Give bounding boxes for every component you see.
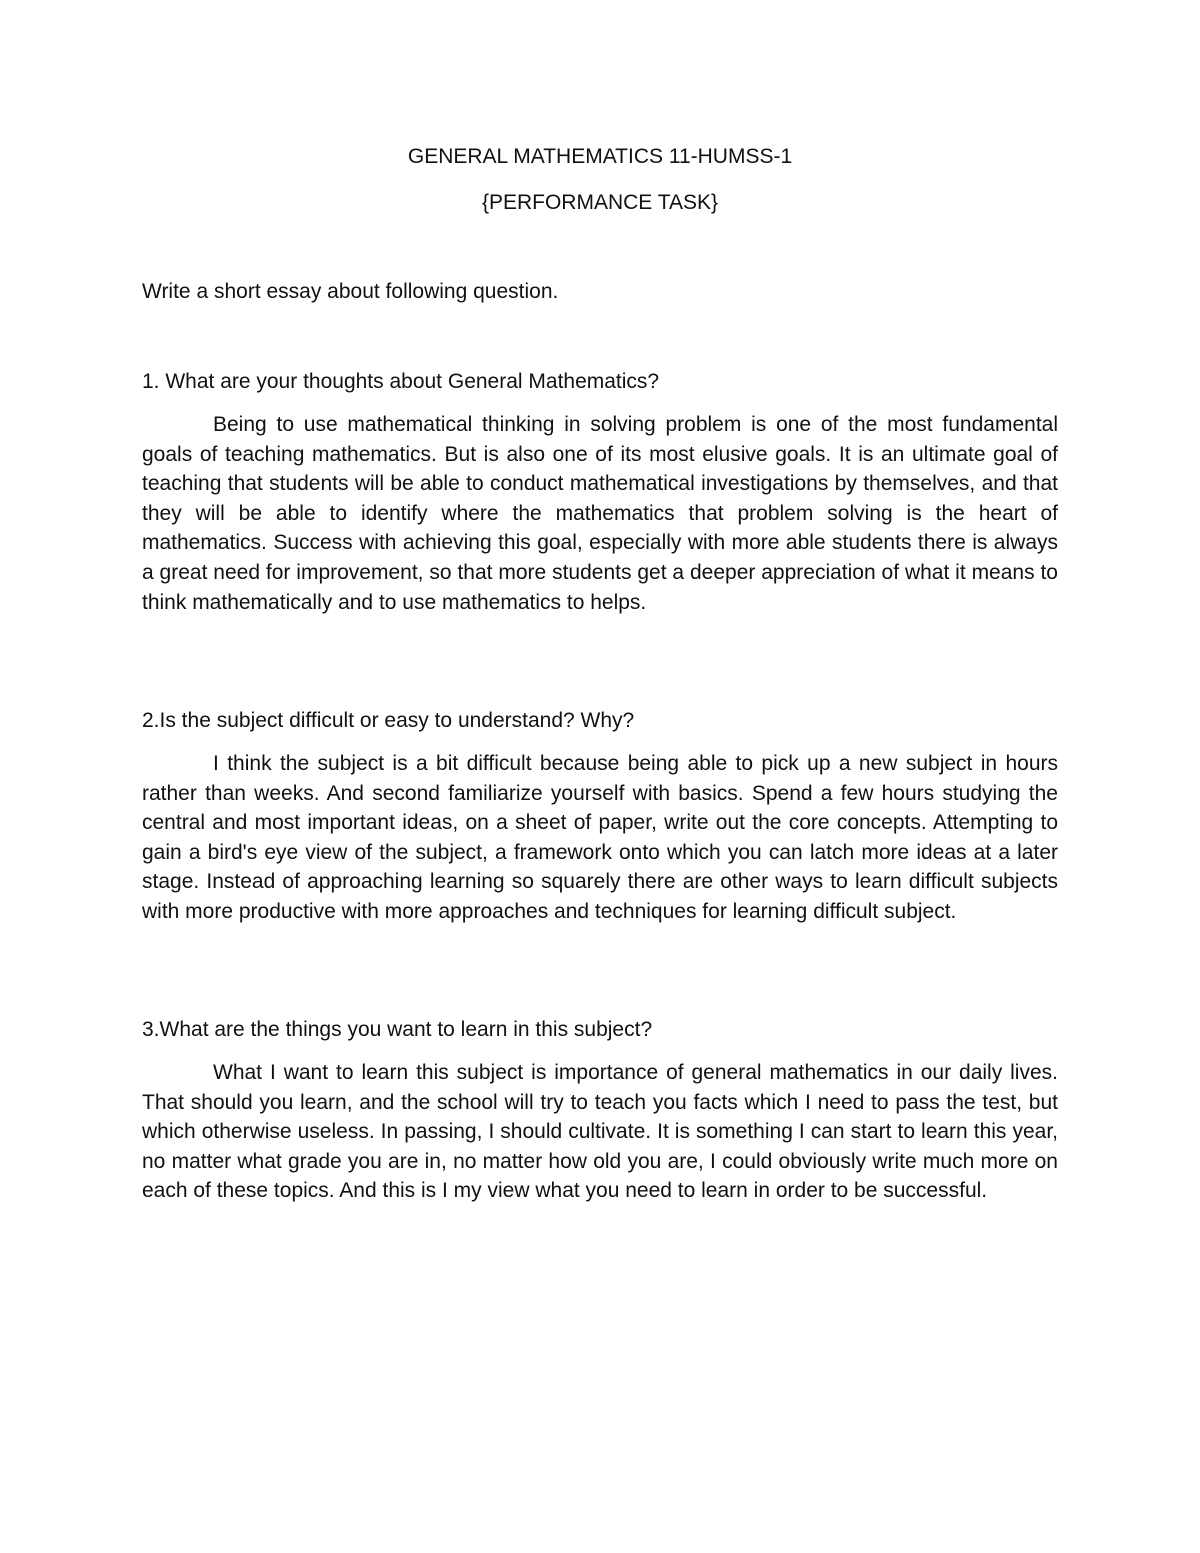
document-page	[142, 0, 1058, 1553]
instruction-text: Write a short essay about following question.	[142, 280, 559, 303]
answer-2: I think the subject is a bit difficult because being able to pick up a new subject in hours rather than weeks. And second familiarize yourself with basics. Spend a few hours studying the central and most important ideas, on a sheet of paper, write out the core concepts. Attempting to gain a bird's eye view of the subject, a framework onto which you can latch more ideas at a later stage. Instead of approaching learning so squarely there are other ways to learn difficult subjects with more productive with more approaches and techniques for learning difficult subject.	[142, 752, 1058, 923]
document-subtitle: {PERFORMANCE TASK}	[481, 191, 719, 214]
answer-3: What I want to learn this subject is importance of general mathematics in our daily lives. That should you learn, and the school will try to teach you facts which I need to pass the test, but which otherwise useless. In passing, I should cultivate. It is something I can start to learn this year, no matter what grade you are in, no matter how old you are, I could obviously write much more on each of these topics. And this is I my view what you need to learn in order to be successful.	[142, 1061, 1058, 1203]
question-2: 2.Is the subject difficult or easy to understand? Why?	[142, 709, 635, 732]
question-1: 1. What are your thoughts about General Mathematics?	[142, 370, 660, 393]
answer-1: Being to use mathematical thinking in solving problem is one of the most fundamental goals of teaching mathematics. But is also one of its most elusive goals. It is an ultimate goal of teaching that students will be able to conduct mathematical investigations by themselves, and that they will be able to identify where the mathematics that problem solving is the heart of mathematics. Success with achieving this goal, especially with more able students there is always a great need for improvement, so that more students get a deeper appreciation of what it means to think mathematically and to use mathematics to helps.	[142, 413, 1058, 614]
document-title: GENERAL MATHEMATICS 11-HUMSS-1	[407, 145, 793, 168]
question-3: 3.What are the things you want to learn in this subject?	[142, 1018, 653, 1041]
